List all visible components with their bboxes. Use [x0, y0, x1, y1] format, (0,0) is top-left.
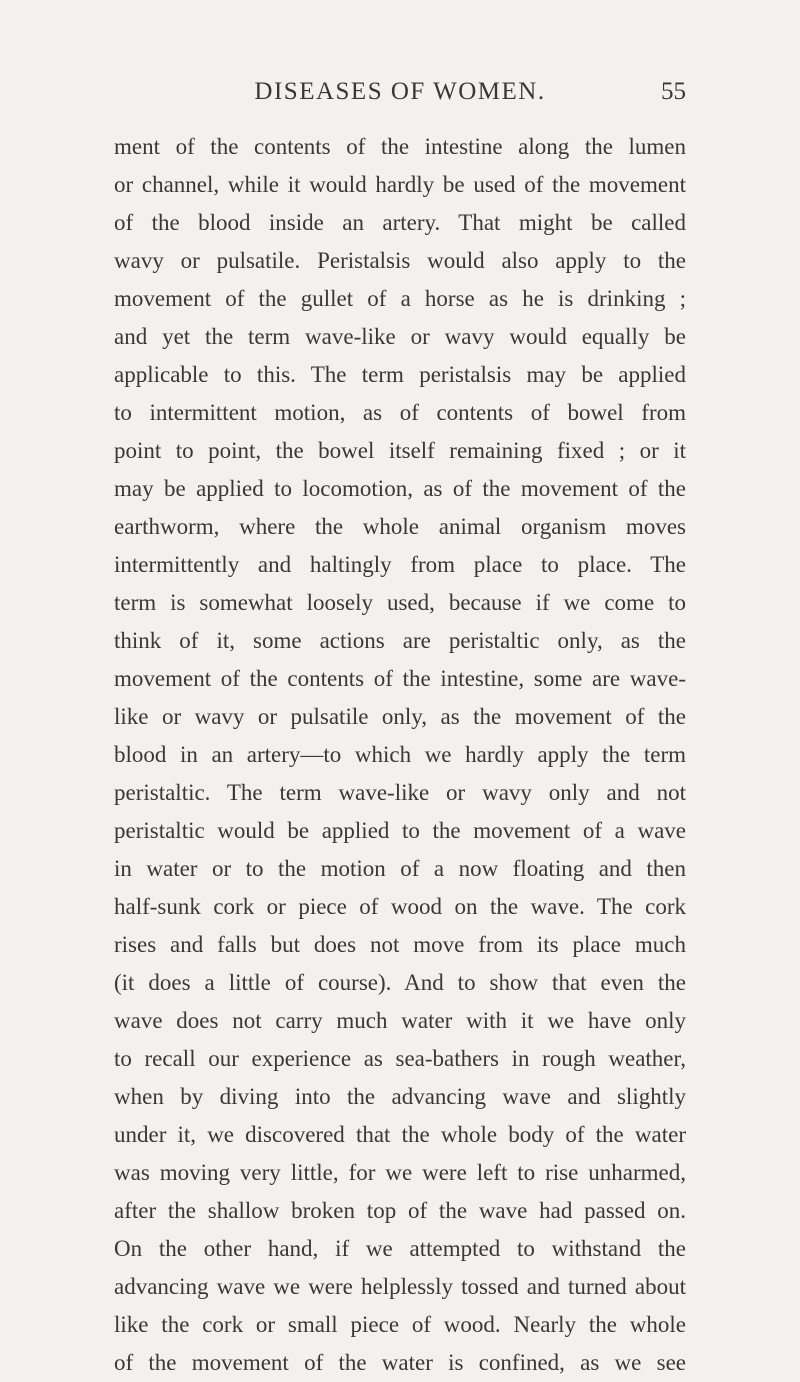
running-title: DISEASES OF WOMEN. [254, 78, 546, 105]
text-line: (it does a little of course). And to show that even the [114, 970, 686, 995]
text-line: think of it, some actions are peristaltic only, as the [114, 628, 686, 653]
text-line: under it, we discovered that the whole body of the water [114, 1122, 686, 1147]
text-line: when by diving into the advancing wave and slightly [114, 1084, 686, 1109]
text-line: or channel, while it would hardly be used of the movement [114, 172, 686, 197]
text-line: of the blood inside an artery. That might be called [114, 210, 686, 235]
text-line: in water or to the motion of a now floating and then [114, 856, 686, 881]
page-number: 55 [661, 78, 686, 105]
text-line: point to point, the bowel itself remaining fixed ; or it [114, 438, 686, 463]
text-line: peristaltic would be applied to the movement of a wave [114, 818, 686, 843]
text-line: after the shallow broken top of the wave had passed on. [114, 1198, 686, 1223]
text-line: applicable to this. The term peristalsis may be applied [114, 362, 686, 387]
text-line: peristaltic. The term wave-like or wavy only and not [114, 780, 686, 805]
running-head [114, 72, 686, 112]
text-line: and yet the term wave-like or wavy would equally be [114, 324, 686, 349]
text-line: intermittently and haltingly from place to place. The [114, 552, 686, 577]
text-line: like the cork or small piece of wood. Nearly the whole [114, 1312, 686, 1337]
text-line: of the movement of the water is confined, as we see [114, 1350, 686, 1375]
text-line: like or wavy or pulsatile only, as the movement of the [114, 704, 686, 729]
text-line: to intermittent motion, as of contents of bowel from [114, 400, 686, 425]
text-line: advancing wave we were helplessly tossed and turned about [114, 1274, 686, 1299]
text-line: movement of the gullet of a horse as he is drinking ; [114, 286, 686, 311]
text-line: rises and falls but does not move from its place much [114, 932, 686, 957]
text-line: wavy or pulsatile. Peristalsis would also apply to the [114, 248, 686, 273]
text-line: term is somewhat loosely used, because if we come to [114, 590, 686, 615]
text-line: was moving very little, for we were left to rise unharmed, [114, 1160, 686, 1185]
text-line: blood in an artery—to which we hardly apply the term [114, 742, 686, 767]
text-line: ment of the contents of the intestine along the lumen [114, 134, 686, 159]
text-line: movement of the contents of the intestine, some are wave- [114, 666, 686, 691]
text-line: half-sunk cork or piece of wood on the wave. The cork [114, 894, 686, 919]
text-line: may be applied to locomotion, as of the movement of the [114, 476, 686, 501]
body-text [114, 128, 686, 1382]
text-line: wave does not carry much water with it we have only [114, 1008, 686, 1033]
text-line: to recall our experience as sea-bathers in rough weather, [114, 1046, 686, 1071]
text-line: earthworm, where the whole animal organism moves [114, 514, 686, 539]
text-line: On the other hand, if we attempted to withstand the [114, 1236, 686, 1261]
